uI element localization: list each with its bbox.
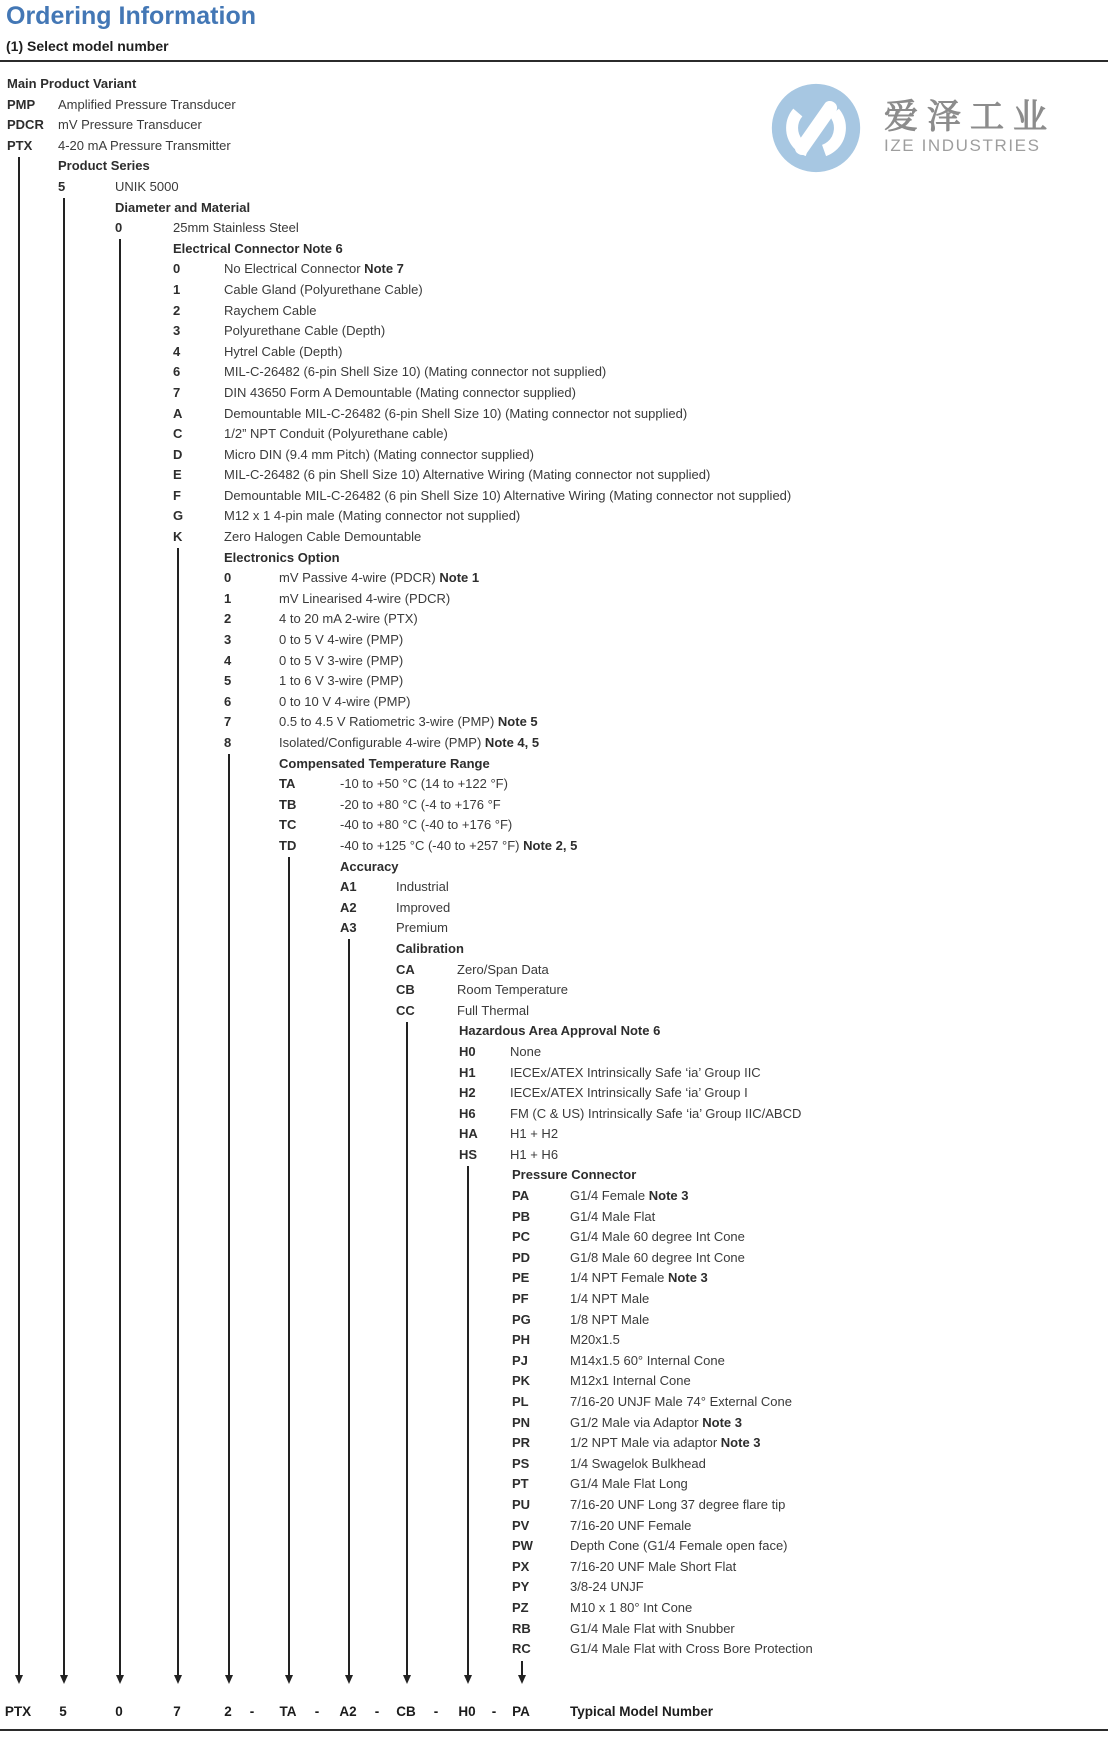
option-row-pressure-connector-pr: [0, 1433, 1108, 1454]
model-number-part-a2: A2: [339, 1704, 357, 1719]
section-heading-product-series: Product Series: [58, 158, 150, 174]
model-number-part-5: 5: [59, 1704, 67, 1719]
option-code: 4: [173, 343, 181, 359]
option-description: 0 to 5 V 4-wire (PMP): [279, 632, 404, 648]
option-row-calibration-cc: [0, 1001, 1108, 1022]
option-description: Micro DIN (9.4 mm Pitch) (Mating connector supplied): [224, 446, 534, 462]
option-row-compensated-temperature-range-tb: [0, 795, 1108, 816]
option-row-pressure-connector-pz: [0, 1598, 1108, 1619]
option-note: Note 5: [494, 714, 538, 730]
option-description: -20 to +80 °C (-4 to +176 °F: [340, 796, 501, 812]
option-code: 0: [224, 570, 232, 586]
option-description: 1 to 6 V 3-wire (PMP): [279, 673, 404, 689]
section-heading-hazardous-area-approval-note-6: Hazardous Area Approval Note 6: [459, 1023, 661, 1039]
option-code: TD: [279, 837, 297, 853]
tree-connector-arrow-1: [18, 157, 20, 1675]
option-row-compensated-temperature-range-tc: [0, 815, 1108, 836]
option-code: A2: [340, 899, 357, 915]
option-row-electronics-option-7: [0, 712, 1108, 733]
option-description: G1/4 Male Flat with Cross Bore Protection: [570, 1641, 813, 1657]
option-code: 0: [173, 261, 181, 277]
option-description: Raychem Cable: [224, 302, 317, 318]
option-description: 0.5 to 4.5 V Ratiometric 3-wire (PMP): [279, 714, 495, 730]
option-code: PK: [512, 1373, 531, 1389]
option-row-hazardous-area-approval-note-6-h6: [0, 1104, 1108, 1125]
option-row-hazardous-area-approval-note-6-hs: [0, 1145, 1108, 1166]
option-row-hazardous-area-approval-note-6-h1: [0, 1063, 1108, 1084]
option-code: 2: [224, 611, 232, 627]
option-code: TB: [279, 796, 297, 812]
option-description: 7/16-20 UNF Female: [570, 1517, 692, 1533]
option-row-pressure-connector-py: [0, 1577, 1108, 1598]
option-code: PR: [512, 1435, 531, 1451]
tree-connector-arrow-9: [467, 1166, 469, 1675]
section-heading-main-product-variant: Main Product Variant: [7, 76, 137, 91]
option-code: 4: [224, 652, 232, 668]
section-heading-compensated-temperature-range: Compensated Temperature Range: [279, 755, 490, 771]
option-description: M20x1.5: [570, 1332, 620, 1348]
option-description: IECEx/ATEX Intrinsically Safe ‘ia’ Group IIC: [510, 1064, 761, 1080]
option-description: Zero Halogen Cable Demountable: [224, 529, 422, 545]
option-code: PL: [512, 1394, 529, 1409]
option-row-electrical-connector-note-6-2: [0, 301, 1108, 322]
option-row-pressure-connector-pv: [0, 1516, 1108, 1537]
option-description: 0 to 10 V 4-wire (PMP): [279, 693, 411, 709]
option-description: Zero/Span Data: [457, 961, 549, 977]
option-row-pressure-connector-px: [0, 1557, 1108, 1578]
option-row-pressure-connector-pw: [0, 1536, 1108, 1557]
option-description: MIL-C-26482 (6 pin Shell Size 10) Alternative Wiring (Mating connector not supplied): [224, 467, 711, 483]
option-code: H1: [459, 1064, 476, 1080]
option-code: 6: [173, 364, 181, 380]
option-row-pressure-connector-pg: [0, 1310, 1108, 1331]
option-row-electrical-connector-note-6-k: [0, 527, 1108, 548]
option-description: 4-20 mA Pressure Transmitter: [58, 137, 231, 153]
option-row-electronics-option-8: [0, 733, 1108, 754]
model-number-separator: -: [433, 1704, 439, 1719]
option-description: Depth Cone (G1/4 Female open face): [570, 1538, 788, 1554]
option-description: mV Linearised 4-wire (PDCR): [279, 590, 451, 606]
option-description: Demountable MIL-C-26482 (6 pin Shell Size 10) Alternative Wiring (Mating connector not supplied): [224, 487, 792, 503]
option-row-main-product-variant-ptx: [0, 136, 1108, 157]
logo-chinese-name: 爱泽工业: [884, 98, 1056, 136]
tree-connector-arrow-10: [521, 1661, 523, 1675]
option-description: UNIK 5000: [115, 178, 179, 194]
section-heading-pressure-connector: Pressure Connector: [512, 1167, 637, 1183]
tree-connector-arrow-6: [288, 857, 290, 1675]
option-code: A: [173, 405, 183, 421]
option-code: PW: [512, 1538, 533, 1554]
option-description: G1/4 Male Flat with Snubber: [570, 1620, 735, 1636]
option-code: E: [173, 467, 182, 483]
option-description: Premium: [396, 920, 449, 936]
option-row-product-series-5: [0, 177, 1108, 198]
option-description: mV Pressure Transducer: [58, 117, 202, 133]
option-row-hazardous-area-approval-note-6-h2: [0, 1083, 1108, 1104]
option-row-pressure-connector-rb: [0, 1619, 1108, 1640]
option-code: 3: [173, 323, 181, 339]
typical-model-number-row: [0, 1704, 1108, 1726]
option-code: PDCR: [7, 117, 44, 133]
option-row-accuracy-a1: [0, 877, 1108, 898]
option-description: IECEx/ATEX Intrinsically Safe ‘ia’ Group I: [510, 1085, 748, 1101]
tree-connector-arrow-7: [348, 939, 350, 1675]
option-note: Note 2, 5: [519, 837, 578, 853]
option-row-electronics-option-0: [0, 568, 1108, 589]
option-row-pressure-connector-pl: [0, 1392, 1108, 1413]
option-row-electrical-connector-note-6-7: [0, 383, 1108, 404]
option-code: HA: [459, 1126, 478, 1142]
option-row-pressure-connector-rc: [0, 1639, 1108, 1660]
option-row-accuracy-a3: [0, 918, 1108, 939]
option-description: G1/4 Female: [570, 1188, 646, 1204]
tree-connector-arrow-2: [63, 198, 65, 1675]
option-code: C: [173, 426, 183, 442]
section-heading-calibration: Calibration: [396, 940, 464, 956]
option-description: 7/16-20 UNF Long 37 degree flare tip: [570, 1496, 786, 1512]
option-description: G1/2 Male via Adaptor: [570, 1414, 699, 1430]
model-number-part-h0: H0: [458, 1704, 476, 1719]
option-description: M12 x 1 4-pin male (Mating connector not supplied): [224, 508, 521, 524]
option-row-electrical-connector-note-6-4: [0, 342, 1108, 363]
option-description: H1 + H6: [510, 1146, 559, 1162]
option-code: PTX: [7, 137, 33, 153]
option-code: PC: [512, 1229, 531, 1245]
option-code: G: [173, 508, 184, 524]
option-code: PA: [512, 1188, 530, 1204]
tree-connector-arrow-8: [406, 1022, 408, 1675]
option-note: Note 4, 5: [481, 735, 540, 750]
section-heading-diameter-and-material: Diameter and Material: [115, 199, 251, 215]
option-description: Full Thermal: [457, 1002, 530, 1018]
option-row-calibration-ca: [0, 960, 1108, 981]
option-code: A1: [340, 879, 357, 895]
option-description: G1/4 Male 60 degree Int Cone: [570, 1229, 745, 1245]
model-number-part-ptx: PTX: [4, 1704, 32, 1719]
section-heading-electronics-option: Electronics Option: [224, 549, 340, 565]
option-code: 5: [224, 673, 232, 689]
option-row-electronics-option-4: [0, 651, 1108, 672]
option-code: PH: [512, 1332, 531, 1348]
option-note: Note 1: [435, 570, 480, 586]
option-row-pressure-connector-pf: [0, 1289, 1108, 1310]
option-code: PMP: [7, 96, 36, 112]
option-description: Isolated/Configurable 4-wire (PMP): [279, 735, 482, 750]
option-code: PS: [512, 1455, 530, 1471]
model-number-part-2: 2: [224, 1704, 232, 1719]
typical-model-number-label: Typical Model Number: [570, 1704, 714, 1719]
model-number-part-7: 7: [173, 1704, 181, 1719]
option-description: M12x1 Internal Cone: [570, 1373, 691, 1389]
option-code: H0: [459, 1043, 476, 1059]
option-description: 1/8 NPT Male: [570, 1311, 650, 1327]
option-description: H1 + H2: [510, 1126, 559, 1142]
option-row-electrical-connector-note-6-g: [0, 506, 1108, 527]
option-description: MIL-C-26482 (6-pin Shell Size 10) (Mating connector not supplied): [224, 364, 607, 380]
option-row-electronics-option-3: [0, 630, 1108, 651]
option-description: mV Passive 4-wire (PDCR): [279, 570, 436, 586]
option-row-main-product-variant-pdcr: [0, 115, 1108, 136]
option-description: 1/4 NPT Female: [570, 1270, 665, 1286]
option-description: 25mm Stainless Steel: [173, 220, 299, 236]
option-description: 0 to 5 V 3-wire (PMP): [279, 652, 404, 668]
option-code: PJ: [512, 1352, 528, 1368]
option-code: PT: [512, 1476, 529, 1492]
option-code: PF: [512, 1291, 529, 1307]
section-heading-electrical-connector-note-6: Electrical Connector Note 6: [173, 240, 343, 256]
option-code: PG: [512, 1311, 531, 1327]
option-code: H6: [459, 1105, 476, 1121]
bottom-divider: [0, 1729, 1108, 1731]
option-row-pressure-connector-pb: [0, 1207, 1108, 1228]
option-row-electrical-connector-note-6-e: [0, 465, 1108, 486]
option-row-electrical-connector-note-6-f: [0, 486, 1108, 507]
model-number-part-0: 0: [115, 1704, 123, 1719]
option-description: Hytrel Cable (Depth): [224, 343, 343, 359]
option-description: Improved: [396, 899, 451, 915]
option-description: Industrial: [396, 879, 449, 895]
model-number-separator: -: [249, 1704, 255, 1719]
option-code: 1: [224, 590, 232, 606]
option-code: CA: [396, 961, 415, 977]
section-heading-accuracy: Accuracy: [340, 858, 399, 874]
model-number-separator: -: [374, 1704, 380, 1719]
option-code: 8: [224, 735, 232, 750]
option-row-compensated-temperature-range-ta: [0, 774, 1108, 795]
option-row-accuracy-a2: [0, 898, 1108, 919]
option-code: PX: [512, 1558, 530, 1574]
option-code: TC: [279, 817, 297, 833]
option-row-electrical-connector-note-6-3: [0, 321, 1108, 342]
option-note: Note 7: [360, 261, 404, 277]
option-row-electrical-connector-note-6-6: [0, 362, 1108, 383]
option-description: 1/4 Swagelok Bulkhead: [570, 1455, 706, 1471]
option-code: 6: [224, 693, 232, 709]
option-description: FM (C & US) Intrinsically Safe ‘ia’ Group IIC/ABCD: [510, 1105, 802, 1121]
option-row-pressure-connector-pu: [0, 1495, 1108, 1516]
option-row-electrical-connector-note-6-1: [0, 280, 1108, 301]
option-description: 7/16-20 UNF Male Short Flat: [570, 1558, 737, 1574]
option-code: 2: [173, 302, 181, 318]
option-code: PE: [512, 1270, 530, 1286]
option-row-electronics-option-1: [0, 589, 1108, 610]
option-code: 0: [115, 220, 123, 236]
option-row-pressure-connector-pk: [0, 1371, 1108, 1392]
option-code: F: [173, 487, 181, 503]
option-row-pressure-connector-ps: [0, 1454, 1108, 1475]
option-code: PD: [512, 1249, 531, 1265]
option-description: DIN 43650 Form A Demountable (Mating connector supplied): [224, 384, 576, 400]
model-number-tree: [0, 74, 1108, 1660]
option-code: 1: [173, 281, 181, 297]
page-title: Ordering Information: [6, 2, 256, 30]
option-code: PZ: [512, 1599, 529, 1615]
option-row-pressure-connector-pj: [0, 1351, 1108, 1372]
option-code: K: [173, 529, 183, 545]
model-number-separator: -: [314, 1704, 320, 1719]
option-description: M10 x 1 80° Int Cone: [570, 1599, 693, 1615]
option-description: 1/2 NPT Male via adaptor: [570, 1435, 718, 1451]
option-row-pressure-connector-pn: [0, 1413, 1108, 1434]
option-row-pressure-connector-pd: [0, 1248, 1108, 1269]
option-code: H2: [459, 1085, 476, 1101]
heading-divider: [0, 60, 1108, 62]
option-note: Note 3: [664, 1270, 708, 1286]
option-description: Polyurethane Cable (Depth): [224, 323, 386, 339]
option-note: Note 3: [698, 1414, 742, 1430]
model-number-part-pa: PA: [512, 1704, 530, 1719]
option-row-electrical-connector-note-6-0: [0, 259, 1108, 280]
option-description: G1/8 Male 60 degree Int Cone: [570, 1249, 745, 1265]
option-code: 3: [224, 632, 232, 648]
logo-english-name: IZE INDUSTRIES: [884, 136, 1041, 155]
model-number-separator: -: [491, 1704, 497, 1719]
option-row-compensated-temperature-range-td: [0, 836, 1108, 857]
option-description: G1/4 Male Flat Long: [570, 1476, 688, 1492]
option-code: PB: [512, 1208, 531, 1224]
option-description: G1/4 Male Flat: [570, 1208, 656, 1224]
option-code: HS: [459, 1146, 478, 1162]
option-description: 1/4 NPT Male: [570, 1291, 650, 1307]
option-row-pressure-connector-pt: [0, 1474, 1108, 1495]
tree-connector-arrow-5: [228, 754, 230, 1675]
option-description: -40 to +80 °C (-40 to +176 °F): [340, 817, 513, 833]
model-number-part-cb: CB: [396, 1704, 416, 1719]
option-row-hazardous-area-approval-note-6-ha: [0, 1124, 1108, 1145]
tree-connector-arrow-3: [119, 239, 121, 1675]
option-description: Room Temperature: [457, 982, 569, 998]
option-row-electrical-connector-note-6-d: [0, 445, 1108, 466]
option-row-hazardous-area-approval-note-6-h0: [0, 1042, 1108, 1063]
option-description: 3/8-24 UNJF: [570, 1579, 644, 1595]
option-code: 7: [173, 384, 181, 400]
option-row-electronics-option-5: [0, 671, 1108, 692]
option-row-calibration-cb: [0, 980, 1108, 1001]
model-number-part-ta: TA: [279, 1704, 297, 1719]
option-description: -40 to +125 °C (-40 to +257 °F): [340, 837, 520, 853]
option-description: M14x1.5 60° Internal Cone: [570, 1352, 725, 1368]
option-row-electronics-option-2: [0, 609, 1108, 630]
option-note: Note 3: [717, 1435, 761, 1451]
option-code: PY: [512, 1579, 530, 1595]
option-description: 4 to 20 mA 2-wire (PTX): [279, 611, 418, 627]
option-row-diameter-and-material-0: [0, 218, 1108, 239]
option-description: 7/16-20 UNJF Male 74° External Cone: [570, 1394, 792, 1409]
option-row-electronics-option-6: [0, 692, 1108, 713]
option-description: -10 to +50 °C (14 to +122 °F): [340, 776, 508, 792]
option-code: 5: [58, 178, 66, 194]
option-row-pressure-connector-pc: [0, 1227, 1108, 1248]
option-row-pressure-connector-pa: [0, 1186, 1108, 1207]
option-description: Amplified Pressure Transducer: [58, 96, 236, 112]
option-row-pressure-connector-ph: [0, 1330, 1108, 1351]
option-row-electrical-connector-note-6-c: [0, 424, 1108, 445]
option-description: No Electrical Connector: [224, 261, 361, 277]
tree-connector-arrow-4: [177, 548, 179, 1675]
option-row-main-product-variant-pmp: [0, 95, 1108, 116]
option-code: PN: [512, 1414, 531, 1430]
option-code: PU: [512, 1496, 531, 1512]
option-code: CB: [396, 982, 415, 998]
option-description: Demountable MIL-C-26482 (6-pin Shell Size 10) (Mating connector not supplied): [224, 405, 688, 421]
option-description: None: [510, 1043, 542, 1059]
option-description: 1/2” NPT Conduit (Polyurethane cable): [224, 426, 448, 442]
option-code: RC: [512, 1641, 531, 1657]
option-description: Cable Gland (Polyurethane Cable): [224, 281, 423, 297]
option-note: Note 3: [645, 1188, 689, 1204]
option-code: CC: [396, 1002, 415, 1018]
option-row-pressure-connector-pe: [0, 1268, 1108, 1289]
step-heading: (1) Select model number: [6, 38, 169, 54]
option-code: D: [173, 446, 183, 462]
option-code: RB: [512, 1620, 531, 1636]
option-code: TA: [279, 776, 296, 792]
option-row-electrical-connector-note-6-a: [0, 404, 1108, 425]
option-code: A3: [340, 920, 357, 936]
option-code: 7: [224, 714, 232, 730]
option-code: PV: [512, 1517, 530, 1533]
